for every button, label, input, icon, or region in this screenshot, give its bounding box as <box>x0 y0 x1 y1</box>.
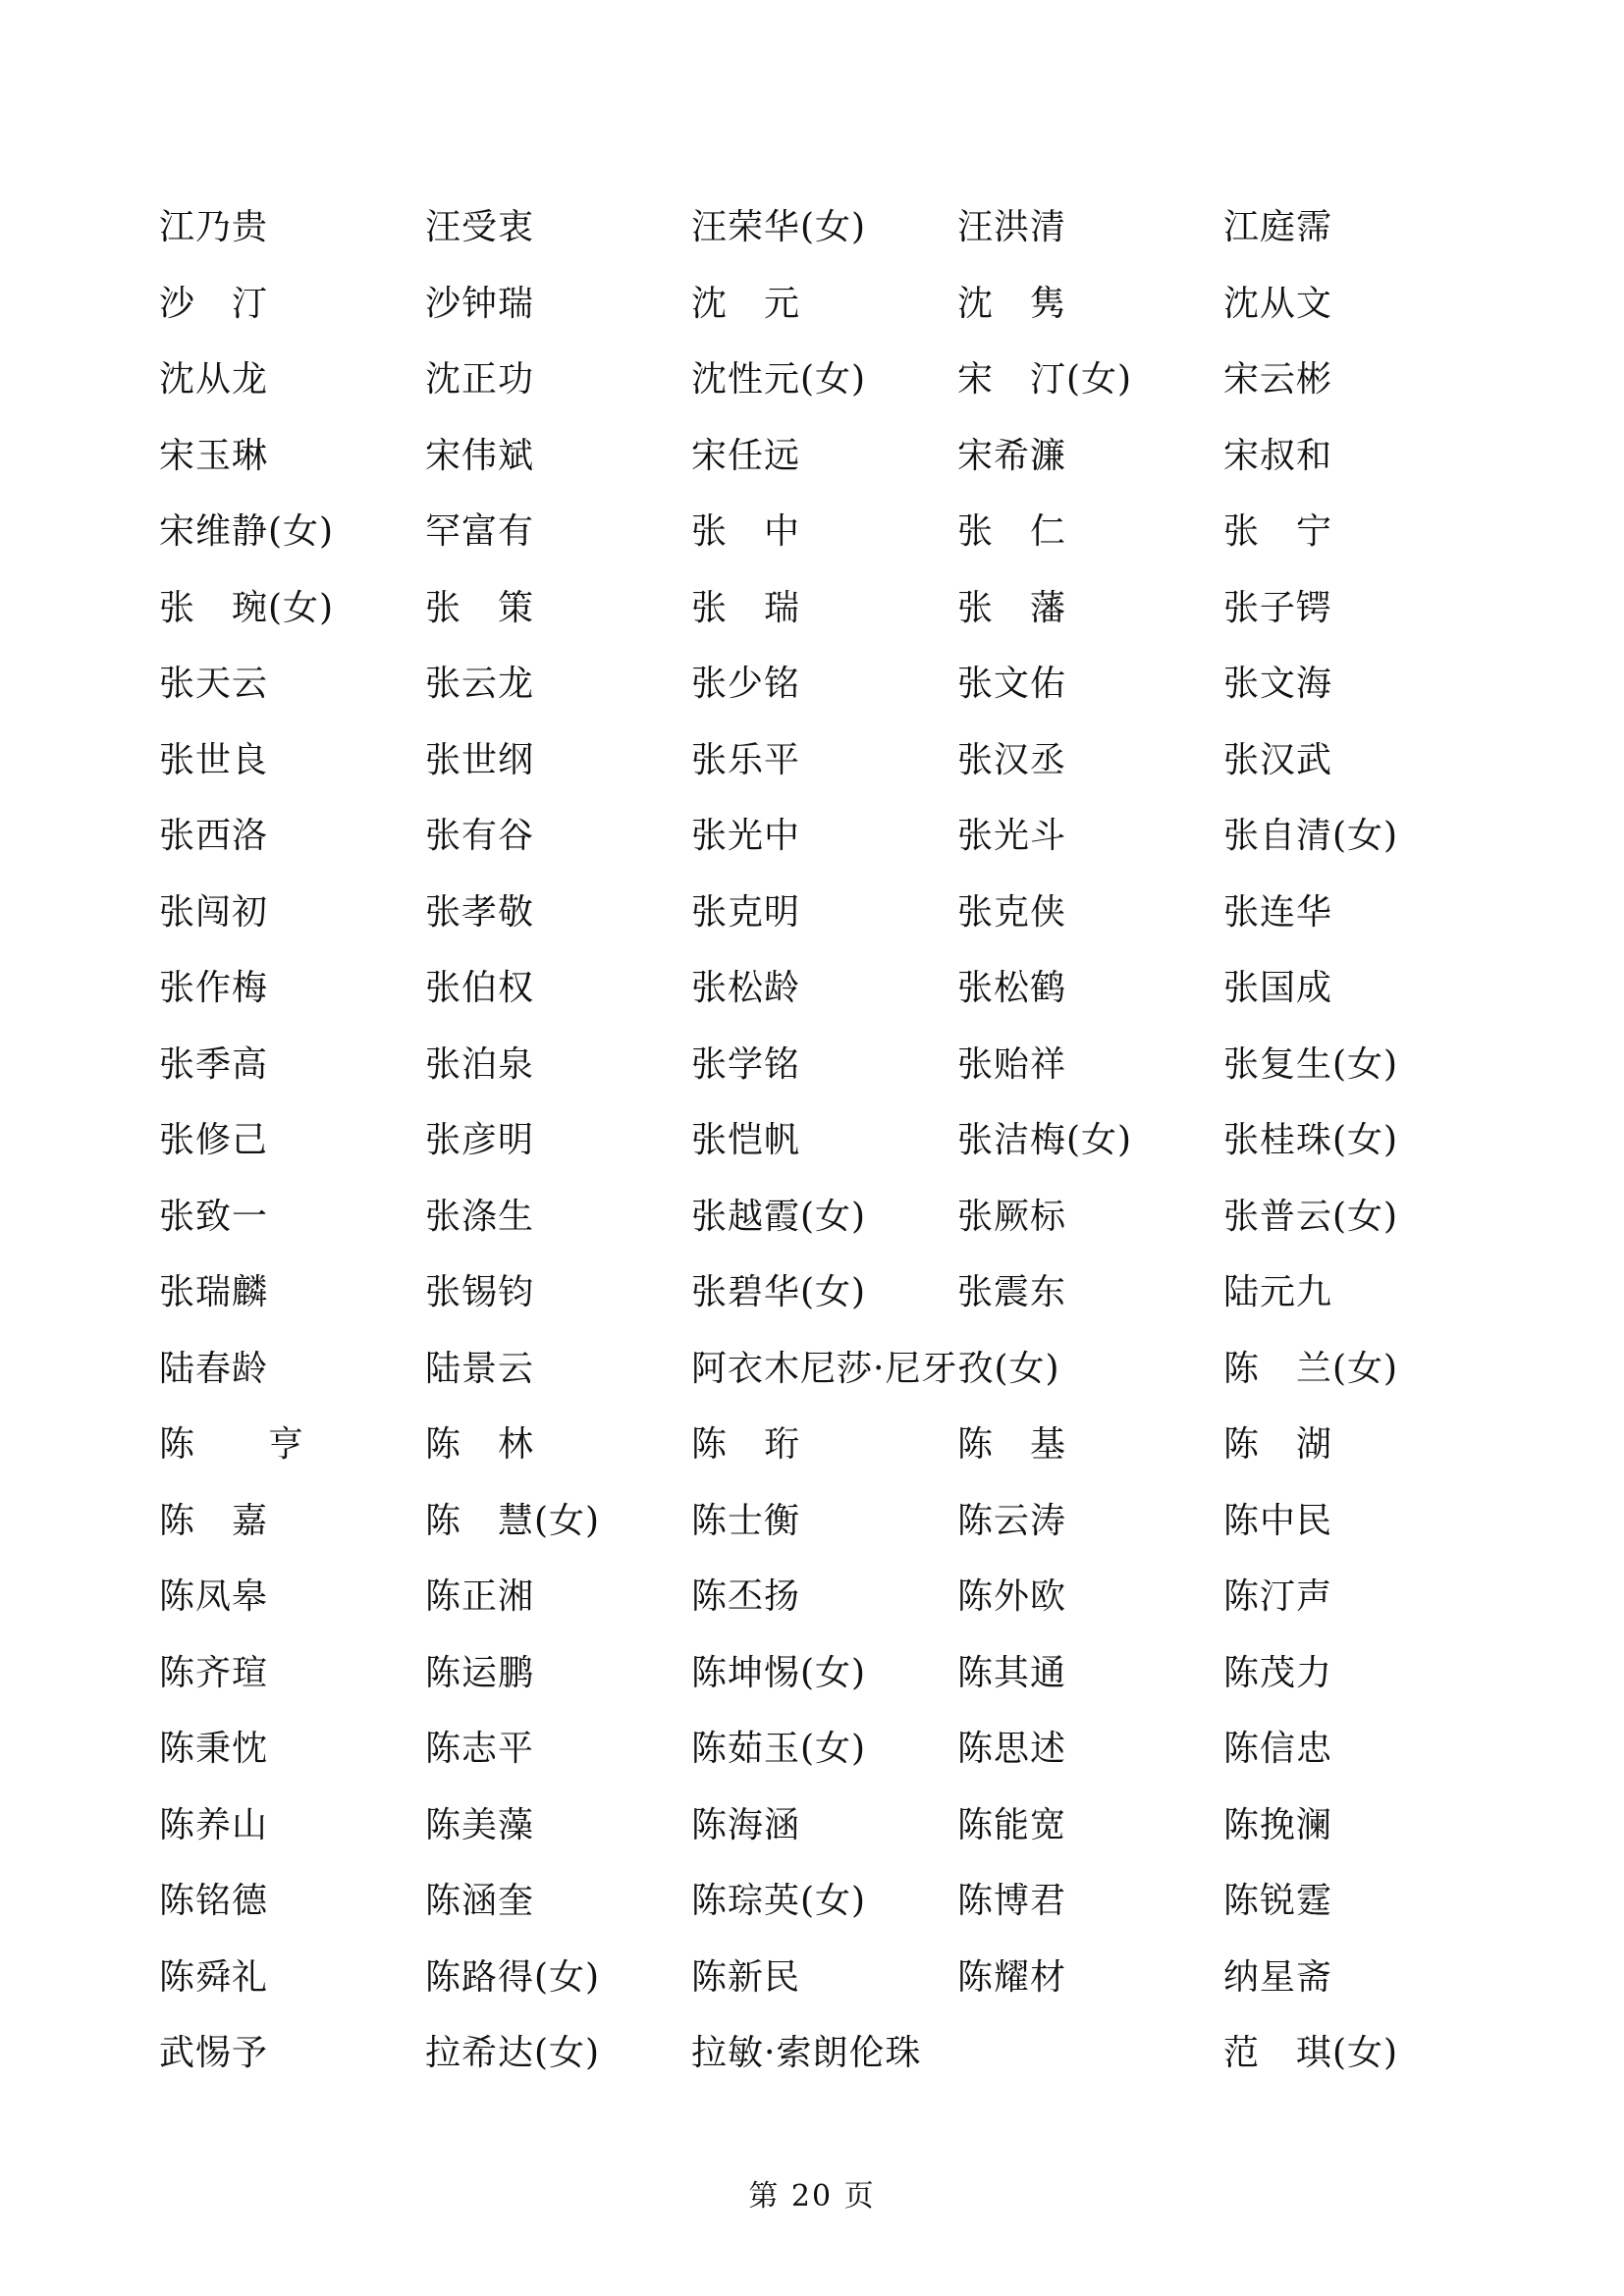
name-row <box>159 1804 1514 1881</box>
name-entry: 汪荣华(女) <box>691 207 867 247</box>
name-entry: 沈性元(女) <box>691 359 867 400</box>
name-entry: 宋希濂 <box>957 435 1067 476</box>
name-entry: 陈茂力 <box>1223 1652 1333 1693</box>
name-entry: 张锡钧 <box>425 1272 535 1312</box>
name-entry: 宋维静(女) <box>159 511 335 552</box>
name-entry: 张 瑞 <box>691 587 801 628</box>
name-entry: 张汉丞 <box>957 739 1067 780</box>
name-entry: 张有谷 <box>425 816 535 856</box>
name-entry: 张涤生 <box>425 1196 535 1237</box>
name-entry: 张光中 <box>691 816 801 856</box>
name-entry: 陈士衡 <box>691 1500 801 1541</box>
name-entry: 汪受衷 <box>425 207 535 247</box>
name-entry: 陈 湖 <box>1223 1424 1333 1465</box>
name-entry: 陆春龄 <box>159 1348 269 1389</box>
name-row <box>159 1348 1514 1424</box>
name-entry: 陈 基 <box>957 1424 1067 1465</box>
name-entry: 武惕予 <box>159 2033 269 2073</box>
name-entry: 陈锐霆 <box>1223 1881 1333 1921</box>
name-row <box>159 739 1514 816</box>
name-entry: 张天云 <box>159 664 269 704</box>
name-row <box>159 283 1514 359</box>
name-entry: 陈琮英(女) <box>691 1881 867 1921</box>
name-entry: 范 琪(女) <box>1223 2033 1399 2073</box>
name-entry: 陈海涵 <box>691 1804 801 1845</box>
name-entry: 陈信忠 <box>1223 1729 1333 1769</box>
name-entry: 宋伟斌 <box>425 435 535 476</box>
name-entry: 张云龙 <box>425 664 535 704</box>
name-entry: 宋云彬 <box>1223 359 1333 400</box>
name-entry: 沙 汀 <box>159 283 269 324</box>
name-entry: 张洁梅(女) <box>957 1120 1133 1160</box>
name-entry: 张西洛 <box>159 816 269 856</box>
name-entry: 陈凤皋 <box>159 1576 269 1617</box>
name-entry: 陈 珩 <box>691 1424 801 1465</box>
name-entry: 陈涵奎 <box>425 1881 535 1921</box>
name-entry: 张闯初 <box>159 891 269 933</box>
name-entry: 张克侠 <box>957 891 1067 933</box>
name-row <box>159 510 1514 587</box>
name-entry: 陈坤惕(女) <box>691 1652 867 1693</box>
name-row <box>159 206 1514 283</box>
name-row <box>159 435 1514 511</box>
name-entry: 张学铭 <box>691 1043 801 1085</box>
name-entry: 张修己 <box>159 1120 269 1160</box>
name-entry: 陈丕扬 <box>691 1576 801 1617</box>
name-entry: 陈养山 <box>159 1804 269 1845</box>
name-entry: 沈从文 <box>1223 283 1333 324</box>
names-grid <box>159 206 1514 2109</box>
name-entry: 陆元九 <box>1223 1272 1333 1312</box>
name-entry: 张 藩 <box>957 587 1067 628</box>
name-entry: 宋叔和 <box>1223 435 1333 476</box>
name-entry: 陈 亨 <box>159 1424 305 1465</box>
name-row <box>159 1043 1514 1120</box>
name-entry: 沈 隽 <box>957 283 1067 324</box>
name-entry: 罕富有 <box>425 511 535 552</box>
name-entry: 陈美藻 <box>425 1804 535 1845</box>
name-row <box>159 1728 1514 1804</box>
name-entry: 张复生(女) <box>1223 1043 1399 1085</box>
name-entry: 陈路得(女) <box>425 1956 601 1998</box>
name-entry: 张 中 <box>691 511 801 552</box>
name-entry: 张连华 <box>1223 891 1333 933</box>
name-entry: 陈汀声 <box>1223 1576 1333 1617</box>
name-entry: 张作梅 <box>159 968 269 1008</box>
name-entry: 张瑞麟 <box>159 1272 269 1312</box>
name-entry: 阿衣木尼莎·尼牙孜(女) <box>691 1348 1060 1389</box>
name-entry: 陈中民 <box>1223 1500 1333 1541</box>
name-row <box>159 1880 1514 1956</box>
name-entry: 陈 兰(女) <box>1223 1348 1399 1389</box>
name-entry: 张国成 <box>1223 968 1333 1008</box>
name-row <box>159 815 1514 891</box>
name-entry: 陈正湘 <box>425 1576 535 1617</box>
name-entry: 拉希达(女) <box>425 2033 601 2073</box>
name-entry: 张克明 <box>691 891 801 933</box>
name-row <box>159 1196 1514 1272</box>
name-entry: 陈志平 <box>425 1729 535 1769</box>
name-row <box>159 1575 1514 1652</box>
name-entry: 张世纲 <box>425 739 535 780</box>
name-entry: 张孝敬 <box>425 891 535 933</box>
name-entry: 张震东 <box>957 1272 1067 1312</box>
page-number: 第 20 页 <box>748 2179 876 2214</box>
name-entry: 张泊泉 <box>425 1043 535 1085</box>
name-entry: 陈云涛 <box>957 1500 1067 1541</box>
name-entry: 宋任远 <box>691 435 801 476</box>
name-row <box>159 967 1514 1043</box>
name-entry: 张松鹤 <box>957 968 1067 1008</box>
name-entry: 陈舜礼 <box>159 1956 269 1998</box>
name-entry: 拉敏·索朗伦珠 <box>691 2033 922 2073</box>
name-entry: 陈外欧 <box>957 1576 1067 1617</box>
name-entry: 沙钟瑞 <box>425 283 535 324</box>
name-entry: 陈博君 <box>957 1881 1067 1921</box>
name-entry: 张桂珠(女) <box>1223 1120 1399 1160</box>
name-row <box>159 1271 1514 1348</box>
name-entry: 张子锷 <box>1223 587 1333 628</box>
name-entry: 张文佑 <box>957 664 1067 704</box>
name-row <box>159 587 1514 664</box>
name-entry: 张碧华(女) <box>691 1272 867 1312</box>
name-row <box>159 1423 1514 1500</box>
name-entry: 张汉武 <box>1223 739 1333 780</box>
name-entry: 陈运鹏 <box>425 1652 535 1693</box>
name-row <box>159 1956 1514 2033</box>
name-row <box>159 663 1514 739</box>
name-entry: 陆景云 <box>425 1348 535 1389</box>
name-entry: 陈新民 <box>691 1956 801 1998</box>
name-entry: 江乃贵 <box>159 207 269 247</box>
name-entry: 张越霞(女) <box>691 1196 867 1237</box>
name-entry: 沈正功 <box>425 359 535 400</box>
name-entry: 张自清(女) <box>1223 816 1399 856</box>
name-row <box>159 2032 1514 2109</box>
name-entry: 张光斗 <box>957 816 1067 856</box>
name-entry: 张乐平 <box>691 739 801 780</box>
name-entry: 张世良 <box>159 739 269 780</box>
name-entry: 陈齐瑄 <box>159 1652 269 1693</box>
name-entry: 张贻祥 <box>957 1043 1067 1085</box>
name-entry: 陈其通 <box>957 1652 1067 1693</box>
name-entry: 张 琬(女) <box>159 587 335 628</box>
name-entry: 陈能宽 <box>957 1804 1067 1845</box>
name-entry: 张松龄 <box>691 968 801 1008</box>
name-row <box>159 358 1514 435</box>
name-entry: 纳星斋 <box>1223 1956 1333 1998</box>
name-entry: 陈茹玉(女) <box>691 1729 867 1769</box>
name-row <box>159 1500 1514 1576</box>
name-entry: 陈挽澜 <box>1223 1804 1333 1845</box>
name-row <box>159 891 1514 968</box>
name-entry: 张普云(女) <box>1223 1196 1399 1237</box>
name-entry: 张 宁 <box>1223 511 1333 552</box>
name-entry: 陈思述 <box>957 1729 1067 1769</box>
name-entry: 张致一 <box>159 1196 269 1237</box>
name-entry: 张少铭 <box>691 664 801 704</box>
name-entry: 张文海 <box>1223 664 1333 704</box>
name-entry: 江庭霈 <box>1223 207 1333 247</box>
name-entry: 沈 元 <box>691 283 801 324</box>
name-entry: 张彦明 <box>425 1120 535 1160</box>
name-entry: 张伯权 <box>425 968 535 1008</box>
name-entry: 张季高 <box>159 1043 269 1085</box>
name-entry: 陈 慧(女) <box>425 1500 601 1541</box>
name-row <box>159 1652 1514 1729</box>
name-entry: 宋 汀(女) <box>957 359 1133 400</box>
name-entry: 汪洪清 <box>957 207 1067 247</box>
name-entry: 陈铭德 <box>159 1881 269 1921</box>
name-entry: 张 策 <box>425 587 535 628</box>
name-entry: 沈从龙 <box>159 359 269 400</box>
name-row <box>159 1119 1514 1196</box>
name-entry: 张 仁 <box>957 511 1067 552</box>
name-entry: 陈 嘉 <box>159 1500 269 1541</box>
name-entry: 张厥标 <box>957 1196 1067 1237</box>
name-entry: 宋玉琳 <box>159 435 269 476</box>
name-entry: 陈 林 <box>425 1424 535 1465</box>
name-entry: 陈秉忱 <box>159 1729 269 1769</box>
name-entry: 陈耀材 <box>957 1956 1067 1998</box>
name-entry: 张恺帆 <box>691 1120 801 1160</box>
